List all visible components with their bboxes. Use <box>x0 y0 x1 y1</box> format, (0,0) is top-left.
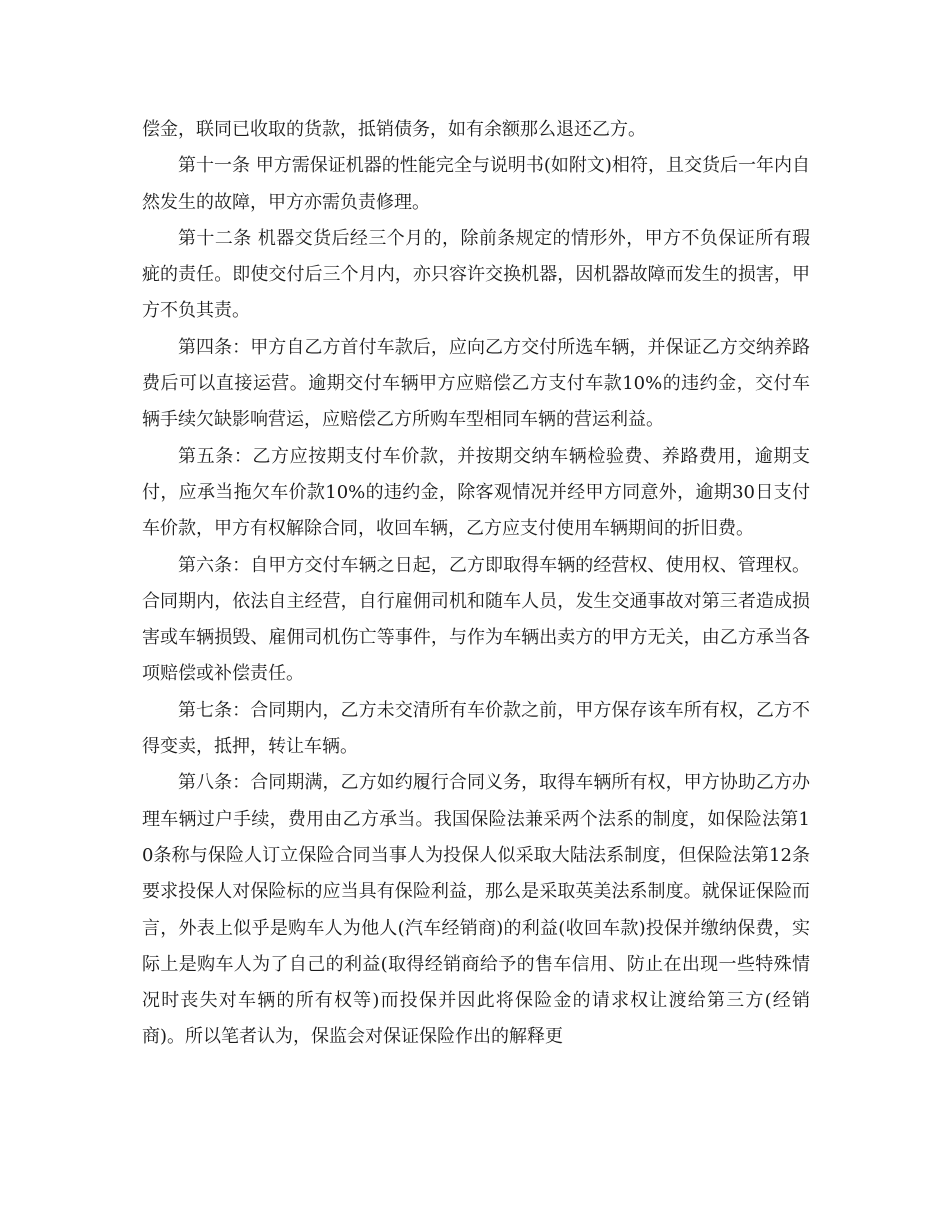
paragraph-article-4: 第四条：甲方自乙方首付车款后，应向乙方交付所选车辆，并保证乙方交纳养路费后可以直接运营。逾期交付车辆甲方应赔偿乙方支付车款10%的违约金，交付车辆手续欠缺影响营运，应赔偿乙方所购车型相同车辆的营运利益。 <box>142 336 810 431</box>
paragraph-article-5: 第五条：乙方应按期支付车价款，并按期交纳车辆检验费、养路费用，逾期支付，应承当拖欠车价款10%的违约金，除客观情况并经甲方同意外，逾期30日支付车价款，甲方有权解除合同，收回车辆，乙方应支付使用车辆期间的折旧费。 <box>142 445 810 540</box>
paragraph-article-6: 第六条：自甲方交付车辆之日起，乙方即取得车辆的经营权、使用权、管理权。合同期内，依法自主经营，自行雇佣司机和随车人员，发生交通事故对第三者造成损害或车辆损毁、雇佣司机伤亡等事件，与作为车辆出卖方的甲方无关，由乙方承当各项赔偿或补偿责任。 <box>142 554 810 685</box>
paragraph-continuation: 偿金，联同已收取的货款，抵销债务，如有余额那么退还乙方。 <box>142 119 646 140</box>
paragraph-article-11: 第十一条 甲方需保证机器的性能完全与说明书(如附文)相符，且交货后一年内自然发生的故障，甲方亦需负责修理。 <box>142 155 810 213</box>
document-page <box>142 112 810 1056</box>
paragraph-article-12: 第十二条 机器交货后经三个月的，除前条规定的情形外，甲方不负保证所有瑕疵的责任。即使交付后三个月内，亦只容许交换机器，因机器故障而发生的损害，甲方不负其责。 <box>142 227 810 322</box>
paragraph-article-7: 第七条：合同期内，乙方未交清所有车价款之前，甲方保存该车所有权，乙方不得变卖，抵押，转让车辆。 <box>142 699 810 758</box>
paragraph-article-8: 第八条：合同期满，乙方如约履行合同义务，取得车辆所有权，甲方协助乙方办理车辆过户手续，费用由乙方承当。我国保险法兼采两个法系的制度，如保险法第10条称与保险人订立保险合同当事人为投保人似采取大陆法系制度，但保险法第12条要求投保人对保险标的应当具有保险利益，那么是采取英美法系制度。就保证保险而言，外表上似乎是购车人为他人(汽车经销商)的利益(收回车款)投保并缴纳保费，实际上是购车人为了自己的利益(取得经销商给予的售车信用、防止在出现一些特殊情况时丧失对车辆的所有权等)而投保并因此将保险金的请求权让渡给第三方(经销商)。所以笔者认为，保监会对保证保险作出的解释更 <box>142 772 810 1048</box>
